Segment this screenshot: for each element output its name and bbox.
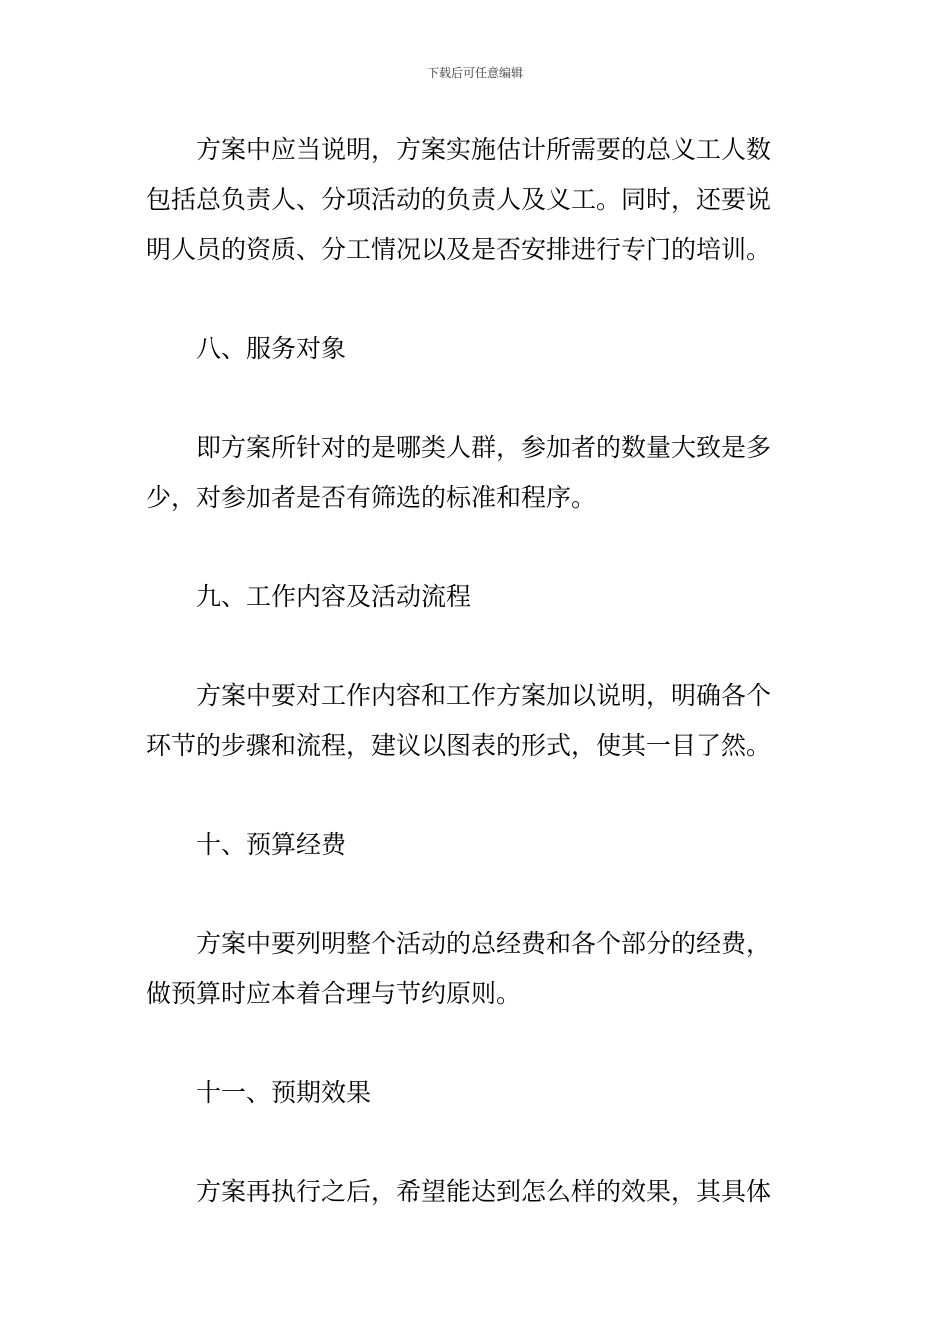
paragraph-line: 少，对参加者是否有筛选的标准和程序。 <box>146 483 597 512</box>
section-heading-9 <box>146 572 808 622</box>
section-heading-10 <box>146 820 808 870</box>
paragraph-line: 做预算时应本着合理与节约原则。 <box>146 979 522 1008</box>
paragraph-line: 方案中要对工作内容和工作方案加以说明，明确各个 <box>196 681 772 710</box>
paragraph-line: 方案中要列明整个活动的总经费和各个部分的经费， <box>196 929 772 958</box>
page-header: 下载后可任意编辑 <box>426 66 523 80</box>
section-heading-11 <box>146 1068 808 1118</box>
heading-text: 八、服务对象 <box>196 334 347 363</box>
paragraph-service-target <box>146 423 808 523</box>
paragraph-line: 明人员的资质、分工情况以及是否安排进行专门的培训。 <box>146 235 772 264</box>
heading-text: 九、工作内容及活动流程 <box>196 582 472 611</box>
paragraph-line: 环节的步骤和流程，建议以图表的形式，使其一目了然。 <box>146 731 772 760</box>
heading-text: 十、预算经费 <box>196 830 347 859</box>
paragraph-expected-effect <box>146 1167 808 1217</box>
paragraph-workflow <box>146 671 808 771</box>
paragraph-line: 方案中应当说明，方案实施估计所需要的总义工人数 <box>196 135 772 164</box>
paragraph-budget <box>146 919 808 1019</box>
paragraph-line: 方案再执行之后，希望能达到怎么样的效果，其具体 <box>196 1177 772 1206</box>
section-heading-8 <box>146 324 808 374</box>
paragraph-line: 包括总负责人、分项活动的负责人及义工。同时，还要说 <box>146 185 772 214</box>
paragraph-staffing <box>146 125 808 275</box>
paragraph-line: 即方案所针对的是哪类人群，参加者的数量大致是多 <box>196 433 772 462</box>
heading-text: 十一、预期效果 <box>196 1078 372 1107</box>
